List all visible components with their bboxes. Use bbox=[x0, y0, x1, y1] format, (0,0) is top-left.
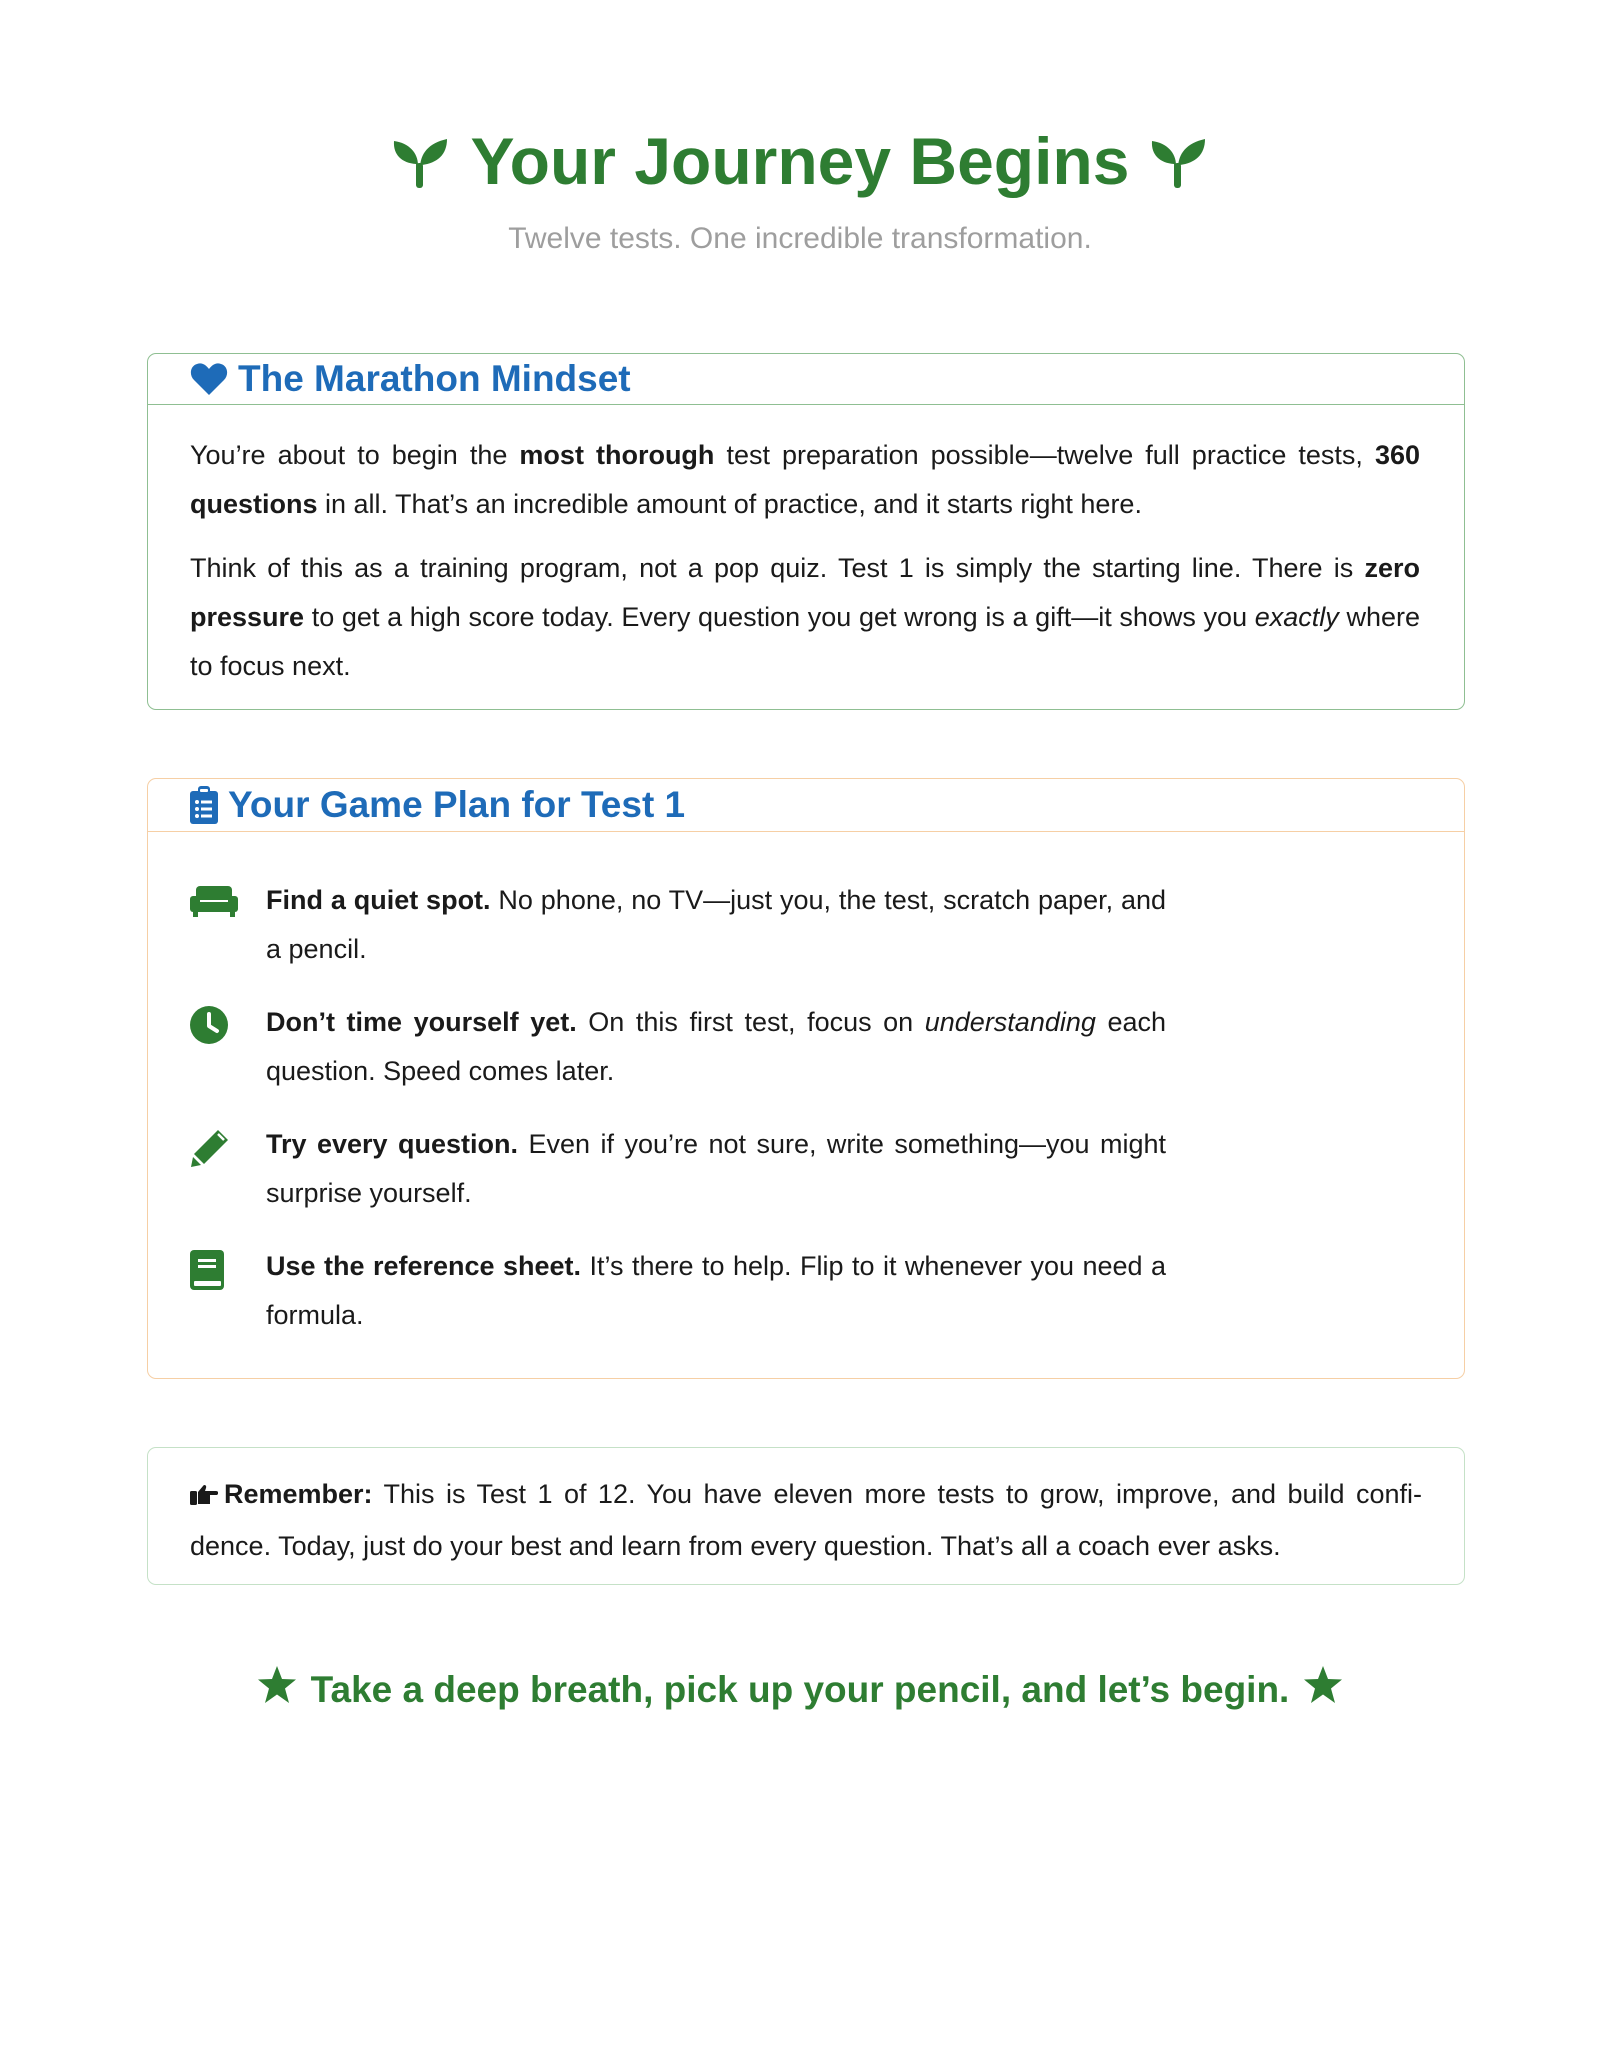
game-plan-card-title: Your Game Plan for Test 1 bbox=[228, 784, 686, 825]
seedling-icon bbox=[389, 129, 453, 193]
heart-icon bbox=[190, 362, 228, 396]
list-item bbox=[190, 1242, 1464, 1340]
plan-item-heading: Try every question. bbox=[266, 1129, 519, 1159]
plan-item-text bbox=[266, 876, 1166, 974]
mindset-paragraph-2 bbox=[190, 544, 1420, 691]
game-plan-card-header bbox=[148, 779, 1464, 832]
page-header bbox=[0, 124, 1600, 255]
list-item bbox=[190, 1120, 1464, 1218]
text-run: Even if you’re not sure, write something—you might surprise yourself. bbox=[266, 1129, 1166, 1208]
text-run: You’re about to begin the bbox=[190, 440, 520, 470]
emphasis-text: 360 questions bbox=[190, 440, 1420, 519]
text-run: It’s there to help. Flip to it whenever you need a formula. bbox=[266, 1251, 1166, 1330]
game-plan-card bbox=[147, 778, 1465, 1379]
remember-text: This is Test 1 of 12. You have eleven more tests to grow, improve, and build confi-dence. Today, just do your best and learn from every question. That’s all a coach ever asks. bbox=[190, 1479, 1422, 1561]
game-plan-list bbox=[148, 832, 1464, 1340]
emphasis-text: most thorough bbox=[519, 440, 715, 470]
couch-icon bbox=[190, 876, 266, 918]
mindset-paragraph-1 bbox=[190, 431, 1420, 529]
plan-item-text bbox=[266, 1242, 1166, 1340]
emphasis-text: zero pressure bbox=[190, 553, 1420, 632]
italic-text: exactly bbox=[1254, 602, 1339, 632]
remember-label: Remember: bbox=[224, 1479, 373, 1509]
mindset-card-body bbox=[148, 405, 1464, 691]
seedling-icon bbox=[1147, 129, 1211, 193]
italic-text: understanding bbox=[924, 1007, 1096, 1037]
text-run: to get a high score today. Every question you get wrong is a gift—it shows you bbox=[304, 602, 1255, 632]
page-subtitle: Twelve tests. One incredible transformation. bbox=[508, 222, 1092, 255]
clipboard-list-icon bbox=[190, 786, 218, 824]
text-run: On this first test, focus on bbox=[576, 1007, 925, 1037]
list-item bbox=[190, 876, 1464, 974]
mindset-card bbox=[147, 353, 1465, 710]
text-run: test preparation possible—twelve full practice tests, bbox=[714, 440, 1375, 470]
pencil-icon bbox=[190, 1120, 266, 1168]
plan-item-text bbox=[266, 998, 1166, 1096]
closing-text: Take a deep breath, pick up your pencil, and let’s begin. bbox=[310, 1668, 1290, 1710]
mindset-card-header bbox=[148, 354, 1464, 405]
star-icon bbox=[257, 1666, 297, 1713]
plan-item-heading: Use the reference sheet. bbox=[266, 1251, 582, 1281]
page-title bbox=[389, 124, 1212, 198]
remember-callout bbox=[147, 1447, 1465, 1585]
mindset-card-title: The Marathon Mindset bbox=[238, 358, 631, 399]
list-item bbox=[190, 998, 1464, 1096]
plan-item-heading: Find a quiet spot. bbox=[266, 885, 491, 915]
star-icon bbox=[1303, 1666, 1343, 1713]
plan-item-heading: Don’t time yourself yet. bbox=[266, 1007, 577, 1037]
book-icon bbox=[190, 1242, 266, 1290]
clock-icon bbox=[190, 998, 266, 1044]
text-run: each question. Speed comes later. bbox=[266, 1007, 1166, 1086]
text-run: where to focus next. bbox=[190, 602, 1420, 681]
text-run: in all. That’s an incredible amount of practice, and it starts right here. bbox=[317, 489, 1142, 519]
closing-message bbox=[0, 1666, 1600, 1713]
text-run: Think of this as a training program, not a pop quiz. Test 1 is simply the starting line. There is bbox=[190, 553, 1365, 583]
plan-item-text bbox=[266, 1120, 1166, 1218]
text-run: No phone, no TV—just you, the test, scratch paper, and a pencil. bbox=[266, 885, 1166, 964]
title-text: Your Journey Begins bbox=[470, 124, 1130, 198]
hand-pointing-right-icon bbox=[190, 1473, 218, 1522]
